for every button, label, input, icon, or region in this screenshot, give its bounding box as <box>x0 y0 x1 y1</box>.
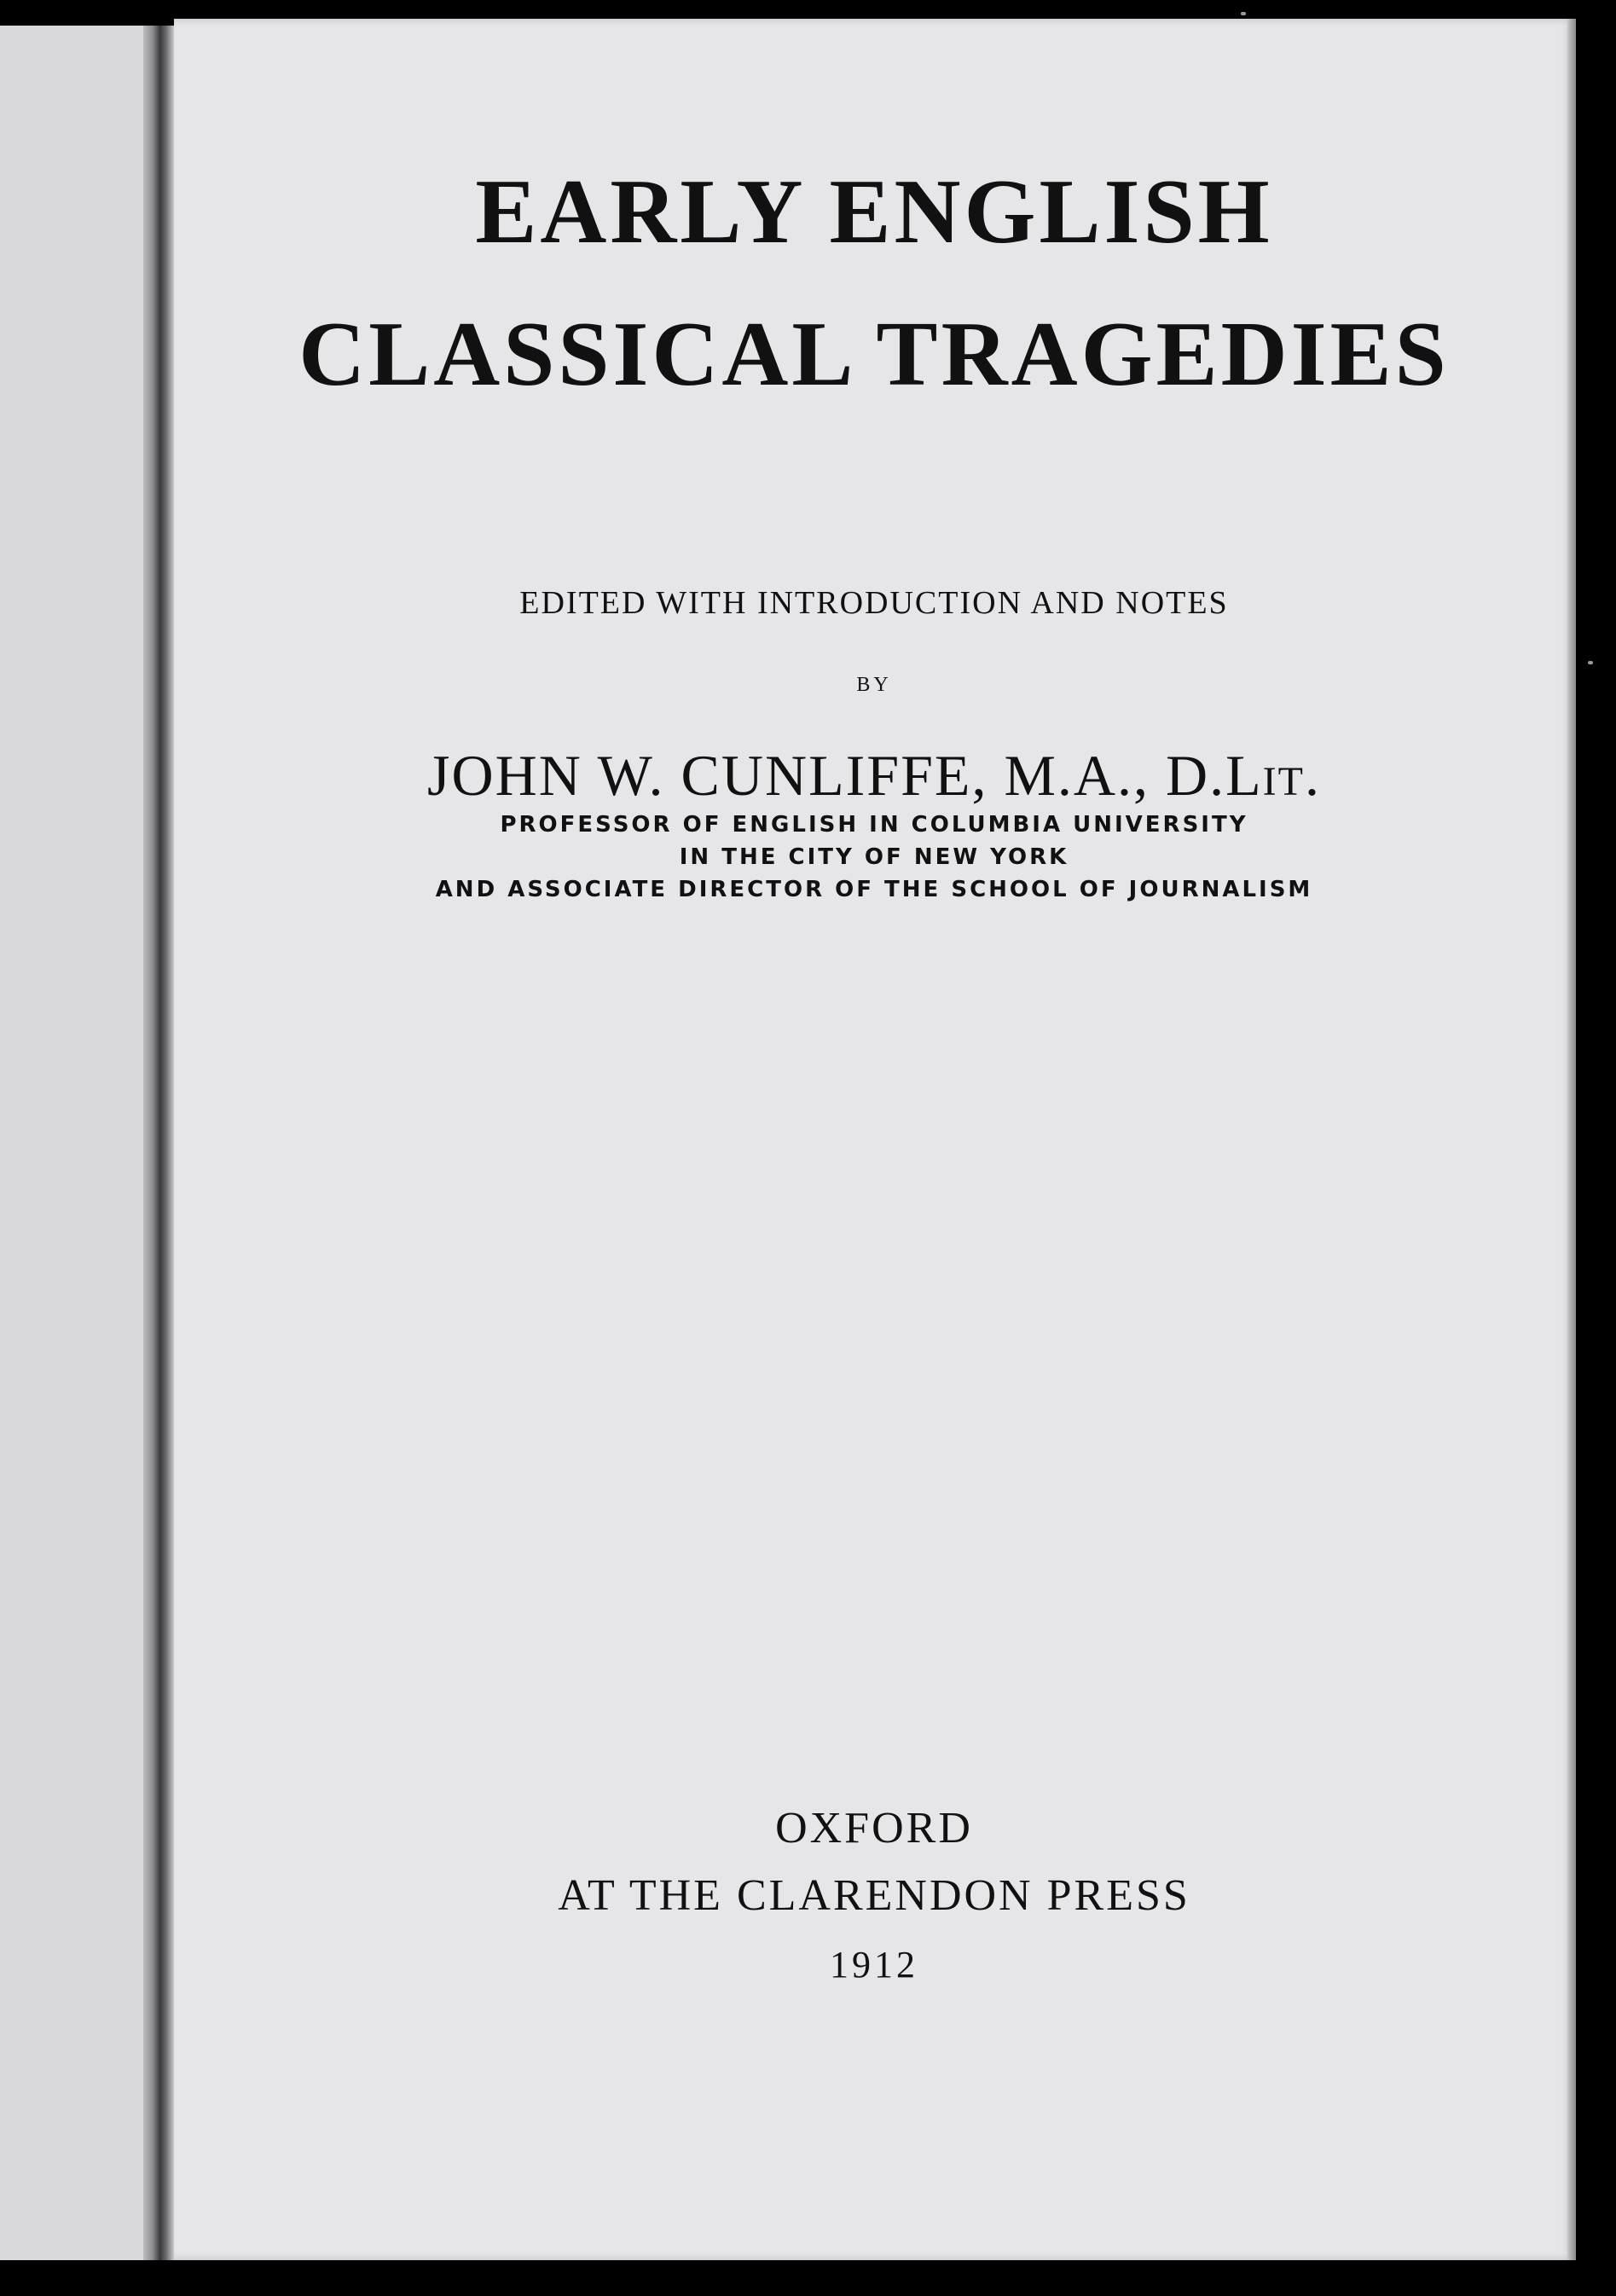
imprint-place: OXFORD <box>775 1804 973 1852</box>
book-title-line-1: EARLY ENGLISH <box>475 161 1273 263</box>
scan-speck <box>1241 12 1246 15</box>
by-line: BY <box>856 674 892 696</box>
author-name-main: JOHN W. CUNLIFFE, M.A., D. <box>427 743 1226 808</box>
scan-speck <box>1588 661 1593 664</box>
imprint-year: 1912 <box>830 1944 918 1986</box>
author-name <box>174 742 1574 809</box>
author-affiliation-line-2: IN THE CITY OF NEW YORK <box>679 844 1069 870</box>
imprint-publisher: AT THE CLARENDON PRESS <box>558 1871 1190 1920</box>
author-degree-suffix: Lit. <box>1225 743 1321 808</box>
book-gutter <box>143 26 174 2260</box>
editorial-note: EDITED WITH INTRODUCTION AND NOTES <box>519 585 1229 621</box>
author-affiliation-line-3: AND ASSOCIATE DIRECTOR OF THE SCHOOL OF JOURNALISM <box>435 877 1313 902</box>
book-title-line-2: CLASSICAL TRAGEDIES <box>298 304 1450 405</box>
author-affiliation-line-1: PROFESSOR OF ENGLISH IN COLUMBIA UNIVERSITY <box>500 812 1248 838</box>
